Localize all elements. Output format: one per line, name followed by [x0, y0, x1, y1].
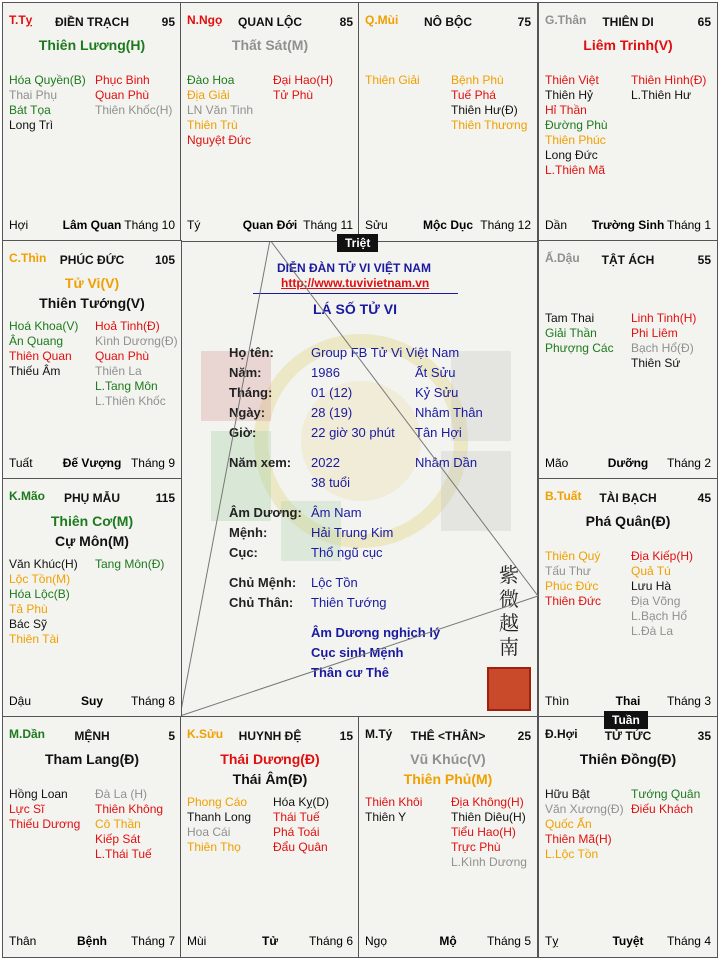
palace-branch: Mão [545, 456, 569, 470]
palace-stage: Thai [615, 694, 641, 708]
palace-tuat [538, 478, 718, 718]
palace-name: ĐIỀN TRẠCH [55, 15, 129, 29]
label-view-year: Năm xem: [229, 455, 292, 470]
minor-star: Phá Toái [273, 825, 320, 839]
minor-star: Thiên Quý [545, 549, 601, 563]
header-divider [253, 293, 458, 294]
minor-star: Hoá Khoa(V) [9, 319, 79, 333]
minor-star: Lưu Hà [631, 579, 672, 593]
palace-index: M.Tý [365, 727, 393, 741]
major-star: Vũ Khúc(V) [410, 751, 486, 767]
minor-star: Tả Phù [9, 602, 48, 616]
palace-index: M.Dần [9, 727, 45, 741]
minor-stars-right [631, 787, 700, 817]
minor-star: Địa Võng [631, 594, 681, 608]
palace-name: THÊ <THÂN> [410, 729, 486, 743]
minor-star: L.Thiên Mã [545, 163, 606, 177]
minor-star: Phong Cáo [187, 795, 248, 809]
palace-month: Tháng 3 [666, 694, 711, 708]
palace-footer [187, 218, 353, 233]
value-view-year: 2022 [311, 455, 340, 470]
minor-stars-right [631, 73, 706, 103]
palace-footer [545, 934, 711, 949]
palace-stage: Mộ [439, 934, 457, 948]
value-chu-than: Thiên Tướng [311, 595, 387, 610]
minor-star: Tam Thai [545, 311, 595, 325]
minor-star: Bát Tọa [9, 103, 51, 117]
minor-star: Thai Phụ [9, 88, 58, 102]
major-star: Tham Lang(Đ) [44, 751, 140, 767]
palace-name: NÔ BỘC [424, 15, 472, 29]
minor-star: Đẩu Quân [273, 840, 328, 854]
palace-number: 75 [517, 15, 531, 29]
minor-star: Thiên Mã(H) [545, 832, 612, 846]
palace-stage: Tuyệt [612, 934, 644, 948]
palace-number: 85 [339, 15, 353, 29]
minor-star: Bác Sỹ [9, 617, 48, 631]
minor-star: Thiên Giải [365, 73, 420, 87]
palace-month: Tháng 4 [666, 934, 711, 948]
value-hour-canchi: Tân Hợi [415, 425, 462, 440]
palace-name: TẬT ÁCH [601, 253, 655, 267]
minor-star: L.Kình Dương [451, 855, 527, 869]
minor-star: Phi Liêm [631, 326, 678, 340]
palace-ngo [180, 2, 360, 242]
minor-star: Địa Giải [187, 88, 230, 102]
minor-star: Long Trì [9, 118, 54, 132]
palace-number: 35 [697, 729, 711, 743]
label-month: Tháng: [229, 385, 273, 400]
palace-name: PHÚC ĐỨC [59, 253, 125, 267]
minor-stars-left [187, 795, 251, 855]
major-star: Phá Quân(Đ) [585, 513, 671, 529]
note-2: Cục sinh Mệnh [311, 645, 404, 660]
palace-footer [545, 694, 711, 709]
palace-number: 95 [161, 15, 175, 29]
minor-star: Hoả Tinh(Đ) [95, 319, 160, 333]
palace-footer [9, 456, 175, 471]
minor-star: L.Bạch Hổ [631, 609, 688, 623]
minor-star: Thiên Trù [187, 118, 238, 132]
palace-footer [187, 934, 353, 949]
palace-stage: Trường Sinh [591, 218, 665, 232]
minor-star: L.Lộc Tồn [545, 847, 599, 861]
chart-title: LÁ SỐ TỬ VI [313, 301, 397, 317]
minor-star: Kiếp Sát [95, 832, 141, 846]
minor-star: Hỉ Thần [545, 103, 587, 117]
label-cuc: Cục: [229, 545, 258, 560]
palace-suu [180, 716, 360, 958]
value-day-canchi: Nhâm Thân [415, 405, 483, 420]
major-star: Thiên Tướng(V) [39, 295, 145, 311]
minor-star: L.Tang Môn [95, 379, 158, 393]
major-star: Thiên Cơ(M) [50, 513, 134, 529]
label-hour: Giờ: [229, 425, 257, 440]
note-1: Âm Dương nghịch lý [311, 625, 441, 640]
value-view-year-canchi: Nhâm Dần [415, 455, 478, 470]
minor-star: Hoa Cái [187, 825, 231, 839]
minor-star: Đường Phù [545, 118, 608, 132]
palace-name: HUYNH ĐỆ [238, 729, 302, 743]
minor-star: Cô Thần [95, 817, 141, 831]
minor-star: Văn Khúc(H) [9, 557, 78, 571]
minor-star: Thiên Thương [451, 118, 528, 132]
center-panel [180, 240, 538, 718]
value-chu-menh: Lộc Tồn [311, 575, 358, 590]
minor-stars-left [545, 787, 624, 862]
minor-star: Thiên Việt [545, 73, 599, 87]
minor-star: Hữu Bật [545, 787, 590, 801]
palace-month: Tháng 7 [130, 934, 175, 948]
minor-star: Lộc Tồn(M) [9, 572, 71, 586]
minor-star: Thiên Khôi [365, 795, 423, 809]
minor-star: LN Văn Tinh [187, 103, 254, 117]
minor-star: Thiên Sứ [631, 356, 681, 370]
palace-stage: Dưỡng [607, 456, 649, 470]
palace-month: Tháng 1 [666, 218, 711, 232]
palace-branch: Mùi [187, 934, 207, 948]
palace-number: 45 [697, 491, 711, 505]
minor-star: Thiên Phúc [545, 133, 606, 147]
palace-stage: Đế Vượng [62, 456, 122, 470]
minor-stars-left [545, 549, 601, 609]
label-name: Họ tên: [229, 345, 274, 360]
minor-star: Quan Phù [95, 88, 150, 102]
minor-star: Phượng Các [545, 341, 614, 355]
minor-stars-right [451, 795, 527, 870]
palace-number: 55 [697, 253, 711, 267]
label-menh: Mệnh: [229, 525, 268, 540]
minor-star: Đà La (H) [95, 787, 148, 801]
value-menh: Hải Trung Kim [311, 525, 394, 540]
minor-star: Thiên Tài [9, 632, 59, 646]
palace-name: THIÊN DI [602, 15, 654, 29]
minor-stars-right [95, 73, 172, 118]
major-star: Cự Môn(M) [55, 533, 129, 549]
palace-number: 65 [697, 15, 711, 29]
minor-star: Thiên Quan [9, 349, 72, 363]
minor-stars-left [9, 319, 78, 379]
minor-star: Thiên Khốc(H) [95, 103, 173, 117]
major-star: Thiên Phủ(M) [403, 771, 493, 787]
palace-ty [2, 2, 182, 242]
minor-stars-right [95, 319, 178, 409]
palace-stage: Bệnh [77, 934, 107, 948]
minor-star: Thiên La [95, 364, 142, 378]
palace-number: 15 [339, 729, 353, 743]
minor-star: Đào Hoa [187, 73, 235, 87]
palace-mui [358, 2, 538, 242]
palace-mao [2, 478, 182, 718]
minor-star: Tử Phù [273, 88, 314, 102]
palace-branch: Thân [9, 934, 37, 948]
palace-name: TÀI BẠCH [599, 491, 657, 505]
minor-stars-left [545, 73, 608, 178]
palace-number: 115 [155, 491, 175, 505]
palace-month: Tháng 11 [303, 218, 353, 232]
minor-star: L.Thái Tuế [95, 847, 152, 861]
minor-stars-left [9, 557, 78, 647]
palace-branch: Sửu [365, 218, 388, 232]
minor-stars-left [365, 73, 420, 88]
palace-dan [2, 716, 182, 958]
minor-star: Kình Dương(Đ) [95, 334, 178, 348]
major-star: Liêm Trinh(V) [583, 37, 673, 53]
palace-branch: Tý [187, 218, 201, 232]
palace-than [538, 2, 718, 242]
palace-month: Tháng 8 [130, 694, 175, 708]
value-year-canchi: Ất Sửu [415, 365, 456, 380]
seal-stamp [487, 667, 531, 711]
minor-star: Quan Phù [95, 349, 150, 363]
minor-star: L.Thiên Hư [631, 88, 692, 102]
minor-star: Quốc Ấn [545, 817, 592, 831]
minor-star: Thái Tuế [273, 810, 320, 824]
palace-hoi [538, 716, 718, 958]
minor-stars-left [545, 311, 614, 356]
minor-star: Thiên Không [95, 802, 164, 816]
palace-tyt [358, 716, 538, 958]
tuan-tag: Tuần [604, 711, 648, 729]
minor-star: Tang Môn(Đ) [95, 557, 165, 571]
palace-branch: Dần [545, 218, 568, 232]
value-day: 28 (19) [311, 405, 353, 420]
minor-star: L.Đà La [631, 624, 674, 638]
minor-star: Đại Hao(H) [273, 73, 334, 87]
minor-star: Phục Binh [95, 73, 150, 87]
value-name: Group FB Tử Vi Việt Nam [311, 345, 460, 360]
major-star: Thất Sát(M) [231, 37, 309, 53]
palace-month: Tháng 9 [130, 456, 175, 470]
minor-stars-right [95, 787, 163, 862]
minor-stars-right [95, 557, 164, 572]
palace-dau [538, 240, 718, 480]
minor-star: Quả Tú [631, 564, 671, 578]
minor-star: Thiếu Dương [9, 817, 81, 831]
palace-name: TỬ TỨC [604, 729, 652, 743]
minor-star: Hồng Loan [9, 787, 68, 801]
palace-footer [9, 218, 175, 233]
minor-star: Thiên Y [365, 810, 407, 824]
value-age: 38 tuổi [311, 475, 351, 490]
palace-footer [9, 934, 175, 949]
palace-footer [365, 934, 531, 949]
palace-index: Ấ.Dậu [545, 251, 580, 265]
palace-stage: Mộc Dục [422, 218, 473, 232]
value-month: 01 (12) [311, 385, 353, 400]
palace-number: 105 [154, 253, 175, 267]
minor-stars-left [9, 73, 86, 133]
value-cuc: Thổ ngũ cục [311, 545, 383, 560]
minor-stars-right [631, 311, 696, 371]
minor-star: Tấu Thư [545, 564, 591, 578]
minor-star: Lực Sĩ [9, 802, 45, 816]
minor-star: Hóa Lộc(B) [9, 587, 70, 601]
minor-star: Hóa Quyền(B) [9, 73, 86, 87]
minor-star: Nguyệt Đức [187, 133, 252, 147]
palace-footer [9, 694, 175, 709]
label-chu-than: Chủ Thân: [229, 595, 294, 610]
palace-index: B.Tuất [545, 489, 582, 503]
palace-number: 5 [168, 729, 175, 743]
minor-star: Thiên Hình(Đ) [631, 73, 707, 87]
minor-star: Địa Không(H) [451, 795, 524, 809]
palace-month: Tháng 5 [486, 934, 531, 948]
minor-star: Trực Phù [451, 840, 501, 854]
label-day: Ngày: [229, 405, 266, 420]
palace-footer [545, 218, 711, 233]
minor-star: Thiên Diêu(H) [451, 810, 526, 824]
palace-month: Tháng 10 [124, 218, 175, 232]
minor-star: Văn Xương(Đ) [545, 802, 624, 816]
major-star: Thiên Lương(H) [38, 37, 146, 53]
minor-star: Bạch Hổ(Đ) [631, 341, 694, 355]
major-star: Thiên Đồng(Đ) [579, 751, 677, 767]
seal-vertical-text: 紫 微 越 南 [499, 563, 519, 659]
minor-star: Linh Tinh(H) [631, 311, 697, 325]
palace-index: K.Sửu [187, 727, 224, 741]
minor-star: Tướng Quân [631, 787, 701, 801]
note-3: Thân cư Thê [311, 665, 390, 680]
minor-stars-right [273, 795, 329, 855]
palace-index: K.Mão [9, 489, 45, 503]
major-star: Thái Dương(Đ) [220, 751, 320, 767]
palace-stage: Quan Đới [242, 218, 298, 232]
palace-footer [545, 456, 711, 471]
major-star: Thái Âm(Đ) [232, 771, 308, 787]
value-year: 1986 [311, 365, 340, 380]
minor-star: Hóa Kỵ(D) [273, 795, 330, 809]
minor-stars-right [273, 73, 333, 103]
minor-star: Long Đức [545, 148, 598, 162]
palace-index: N.Ngọ [187, 13, 223, 27]
palace-index: C.Thìn [9, 251, 47, 265]
minor-star: Thiên Thọ [187, 840, 241, 854]
palace-branch: Tuất [9, 456, 33, 470]
minor-stars-left [187, 73, 253, 148]
palace-month: Tháng 2 [666, 456, 711, 470]
palace-name: MỆNH [74, 729, 110, 743]
minor-star: Giải Thần [545, 326, 597, 340]
forum-url[interactable]: http://www.tuvivietnam.vn [281, 276, 430, 290]
minor-star: Ân Quang [9, 334, 64, 348]
palace-index: Q.Mùi [365, 13, 399, 27]
forum-title: DIỄN ĐÀN TỬ VI VIỆT NAM [277, 261, 431, 275]
value-month-canchi: Kỷ Sửu [415, 385, 459, 400]
label-chu-menh: Chủ Mệnh: [229, 575, 297, 590]
palace-number: 25 [517, 729, 531, 743]
palace-index: G.Thân [545, 13, 587, 27]
palace-branch: Ngọ [365, 934, 388, 948]
minor-stars-right [451, 73, 527, 133]
minor-star: Thiếu Âm [9, 364, 61, 378]
palace-footer [365, 218, 531, 233]
value-hour: 22 giờ 30 phút [311, 425, 395, 440]
label-year: Năm: [229, 365, 262, 380]
major-star: Tử Vi(V) [64, 275, 120, 291]
palace-stage: Suy [80, 694, 103, 708]
minor-star: Bệnh Phù [451, 73, 504, 87]
minor-stars-left [365, 795, 422, 825]
palace-index: Đ.Hợi [545, 727, 578, 741]
minor-star: Điếu Khách [631, 802, 694, 816]
minor-star: Thiên Hư(Đ) [451, 103, 518, 117]
palace-month: Tháng 6 [308, 934, 353, 948]
palace-name: PHỤ MẪU [64, 491, 120, 505]
palace-branch: Tỵ [545, 934, 559, 948]
value-amduong: Âm Nam [311, 505, 362, 520]
minor-star: Địa Kiếp(H) [631, 549, 694, 563]
minor-star: Phúc Đức [545, 579, 599, 593]
palace-branch: Thìn [545, 694, 570, 708]
palace-index: T.Tỵ [9, 13, 33, 27]
palace-stage: Lâm Quan [62, 218, 122, 232]
palace-branch: Dậu [9, 694, 32, 708]
minor-star: Tiểu Hao(H) [451, 825, 516, 839]
palace-stage: Tử [261, 934, 279, 948]
label-amduong: Âm Dương: [229, 505, 302, 520]
minor-star: L.Thiên Khốc [95, 394, 166, 408]
minor-stars-left [9, 787, 80, 832]
triet-tag: Triệt [337, 234, 378, 252]
minor-star: Thanh Long [187, 810, 252, 824]
minor-stars-right [631, 549, 693, 639]
minor-star: Thiên Đức [545, 594, 602, 608]
palace-month: Tháng 12 [480, 218, 531, 232]
palace-thin [2, 240, 182, 480]
minor-star: Thiên Hỷ [545, 88, 594, 102]
palace-branch: Hợi [9, 218, 29, 232]
palace-name: QUAN LỘC [238, 15, 302, 29]
minor-star: Tuế Phá [451, 88, 496, 102]
